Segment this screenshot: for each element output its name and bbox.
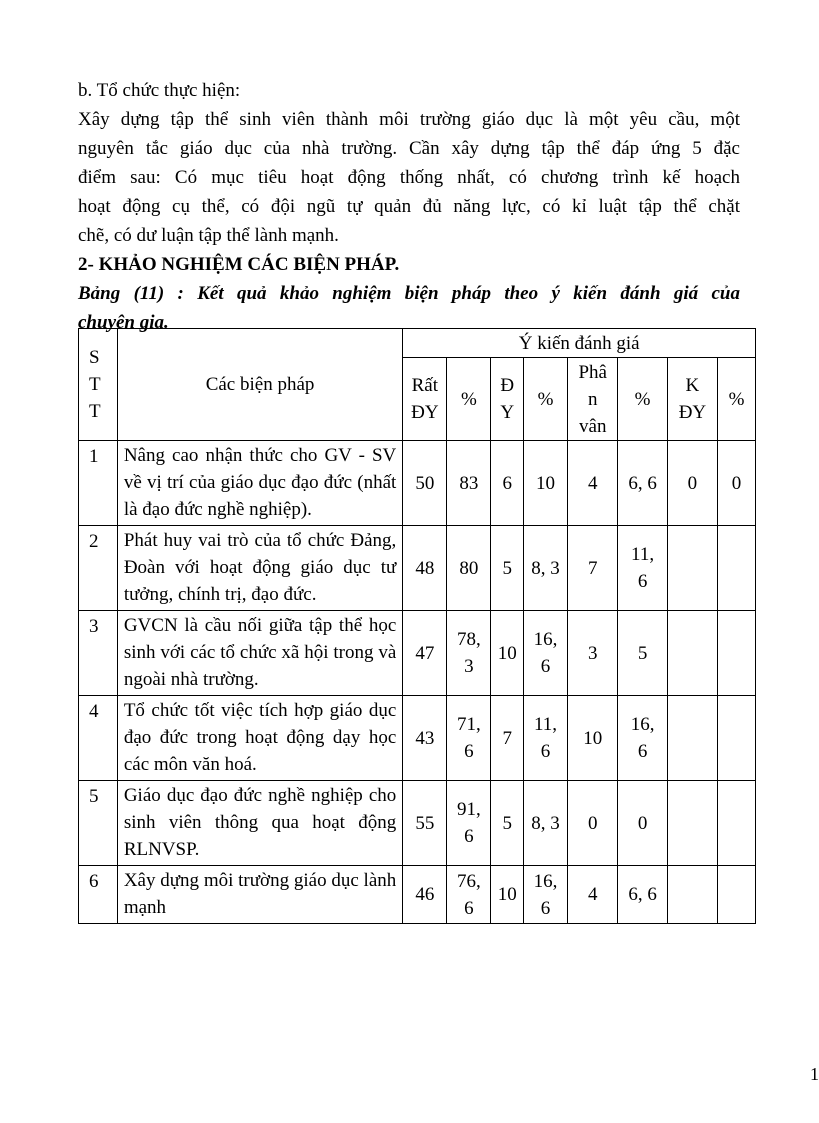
cell-text: Y — [500, 402, 515, 423]
cell-text: 91, — [457, 799, 481, 820]
document-body — [78, 76, 740, 337]
row-value — [718, 526, 756, 611]
row-value — [523, 781, 567, 866]
paragraph-line: hoạt động cụ thể, có đội ngũ tự quản đủ năng lực, có kỉ luật tập thể chặt — [78, 196, 740, 217]
cell-text: 6 — [464, 897, 474, 919]
header-col — [667, 358, 717, 441]
row-value — [718, 441, 756, 526]
row-value — [491, 781, 524, 866]
table-row — [79, 441, 756, 526]
row-value — [568, 611, 618, 696]
cell-text: Phâ — [578, 361, 607, 383]
row-measure: GVCN là cầu nối giữa tập thể học sinh với các tổ chức xã hội trong và ngoài nhà trường. — [117, 611, 402, 696]
cell-text: % — [537, 388, 554, 410]
table-caption-line: Bảng (11) : Kết quả khảo nghiệm biện pháp theo ý kiến đánh giá của — [78, 283, 740, 304]
header-group: Ý kiến đánh giá — [403, 329, 756, 358]
row-value — [403, 696, 447, 781]
row-value — [568, 441, 618, 526]
row-measure: Giáo dục đạo đức nghề nghiệp cho sinh viên thông qua hoạt động RLNVSP. — [117, 781, 402, 866]
cell-text: 11, — [631, 544, 655, 565]
section-b-heading: b. Tổ chức thực hiện: — [78, 80, 241, 101]
cell-text: S — [89, 347, 100, 368]
row-value — [667, 441, 717, 526]
cell-text: 8, 3 — [531, 812, 560, 834]
header-col — [403, 358, 447, 441]
paragraph-line: điểm sau: Có mục tiêu hoạt động thống nhất, có chương trình kế hoạch — [78, 167, 740, 188]
cell-text: 6 — [464, 741, 474, 762]
cell-text: vân — [579, 415, 607, 437]
row-stt: 5 — [79, 781, 118, 866]
cell-text: K — [685, 375, 700, 396]
row-value — [618, 866, 667, 924]
row-value — [618, 526, 667, 611]
row-stt: 4 — [79, 696, 118, 781]
cell-text: 10 — [497, 642, 517, 664]
row-value — [447, 611, 491, 696]
cell-text: 78, — [457, 629, 481, 650]
row-value — [403, 866, 447, 924]
row-value — [403, 526, 447, 611]
header-col — [447, 358, 491, 441]
cell-text: 16, — [533, 629, 558, 650]
cell-text: 6 — [540, 741, 551, 762]
cell-text: 47 — [415, 642, 435, 664]
cell-text: T — [89, 401, 101, 422]
row-value — [403, 781, 447, 866]
row-value — [667, 866, 717, 924]
row-stt: 6 — [79, 866, 118, 924]
row-value — [491, 441, 524, 526]
survey-table — [78, 328, 756, 924]
row-value — [618, 611, 667, 696]
cell-text: Đ — [500, 375, 515, 396]
row-measure: Tổ chức tốt việc tích hợp giáo dục đạo đức trong hoạt động dạy học các môn văn hoá. — [117, 696, 402, 781]
cell-text: 6, 6 — [628, 472, 657, 494]
header-measure: Các biện pháp — [117, 329, 402, 441]
cell-text: 83 — [459, 472, 479, 494]
cell-text: 6 — [637, 571, 648, 592]
row-value — [568, 696, 618, 781]
table-row — [79, 696, 756, 781]
row-measure: Phát huy vai trò của tổ chức Đảng, Đoàn với hoạt động giáo dục tư tưởng, chính trị, đạo đức. — [117, 526, 402, 611]
header-col — [523, 358, 567, 441]
row-value — [618, 696, 667, 781]
cell-text: 3 — [587, 642, 598, 664]
cell-text: 80 — [459, 557, 479, 579]
header-col — [618, 358, 667, 441]
row-value — [667, 611, 717, 696]
header-col — [491, 358, 524, 441]
cell-text: 7 — [587, 557, 598, 579]
cell-text: 4 — [587, 884, 598, 905]
cell-text: % — [460, 388, 477, 410]
row-measure: Xây dựng môi trường giáo dục lành mạnh — [117, 866, 402, 924]
row-value — [667, 696, 717, 781]
row-value — [447, 866, 491, 924]
row-value — [718, 611, 756, 696]
cell-text: Rất — [411, 375, 439, 396]
paragraph — [78, 105, 740, 250]
table-row — [79, 781, 756, 866]
row-stt: 2 — [79, 526, 118, 611]
paragraph-line: chẽ, có dư luận tập thể lành mạnh. — [78, 225, 339, 246]
cell-text: 55 — [415, 812, 435, 834]
cell-text: 0 — [687, 472, 698, 494]
cell-text: 5 — [502, 557, 512, 579]
row-value — [523, 866, 567, 924]
cell-text: % — [634, 388, 651, 410]
cell-text: 5 — [502, 812, 512, 834]
cell-text: 8, 3 — [531, 557, 560, 579]
cell-text: ĐY — [411, 402, 439, 423]
cell-text: 11, — [533, 714, 558, 735]
row-value — [523, 611, 567, 696]
header-stt — [79, 329, 118, 441]
cell-text: 4 — [587, 472, 598, 494]
row-value — [568, 526, 618, 611]
row-value — [523, 441, 567, 526]
cell-text: 6 — [540, 897, 551, 919]
header-col — [568, 358, 618, 441]
cell-text: 10 — [583, 727, 603, 749]
table-header-row — [79, 329, 756, 358]
row-value — [618, 441, 667, 526]
cell-text: T — [89, 374, 101, 395]
cell-text: 10 — [536, 472, 555, 494]
row-value — [718, 866, 756, 924]
section-2-heading: 2- KHẢO NGHIỆM CÁC BIỆN PHÁP. — [78, 254, 400, 275]
paragraph-line: nguyên tắc giáo dục của nhà trường. Cần xây dựng tập thể đáp ứng 5 đặc — [78, 138, 740, 159]
cell-text: 6 — [464, 826, 474, 847]
cell-text: n — [587, 388, 598, 410]
header-col — [718, 358, 756, 441]
cell-text: 46 — [415, 884, 435, 905]
cell-text: 10 — [497, 884, 517, 905]
row-value — [618, 781, 667, 866]
row-value — [447, 441, 491, 526]
cell-text: 16, — [630, 714, 655, 735]
page-number: 1 — [810, 1064, 819, 1084]
cell-text: 0 — [587, 812, 598, 834]
row-value — [403, 611, 447, 696]
paragraph-line: Xây dựng tập thể sinh viên thành môi trường giáo dục là một yêu cầu, một — [78, 109, 740, 130]
row-value — [523, 696, 567, 781]
cell-text: 71, — [457, 714, 481, 735]
cell-text: 43 — [415, 727, 435, 749]
row-value — [568, 781, 618, 866]
row-value — [491, 526, 524, 611]
row-measure: Nâng cao nhận thức cho GV - SV về vị trí của giáo dục đạo đức (nhất là đạo đức nghề nghiệp). — [117, 441, 402, 526]
row-value — [491, 611, 524, 696]
table-row — [79, 611, 756, 696]
row-value — [447, 526, 491, 611]
cell-text: 3 — [464, 656, 474, 677]
cell-text: 0 — [731, 472, 742, 494]
row-value — [718, 781, 756, 866]
row-value — [667, 781, 717, 866]
cell-text: 6, 6 — [628, 884, 657, 905]
row-value — [568, 866, 618, 924]
cell-text: 6 — [502, 472, 512, 494]
table-row — [79, 866, 756, 924]
row-stt: 1 — [79, 441, 118, 526]
table-caption-line: chuyên gia. — [78, 312, 169, 333]
row-value — [667, 526, 717, 611]
cell-text: 48 — [415, 557, 435, 579]
row-value — [491, 696, 524, 781]
cell-text: 0 — [637, 812, 648, 834]
row-stt: 3 — [79, 611, 118, 696]
row-value — [718, 696, 756, 781]
row-value — [403, 441, 447, 526]
cell-text: 50 — [415, 472, 435, 494]
row-value — [447, 781, 491, 866]
cell-text: ĐY — [678, 402, 707, 423]
cell-text: 5 — [637, 642, 648, 664]
cell-text: 16, — [533, 870, 558, 892]
table-row — [79, 526, 756, 611]
row-value — [491, 866, 524, 924]
cell-text: 7 — [502, 727, 512, 749]
cell-text: 6 — [637, 741, 648, 762]
cell-text: % — [728, 388, 745, 410]
row-value — [523, 526, 567, 611]
cell-text: 76, — [457, 870, 481, 892]
cell-text: 6 — [540, 656, 551, 677]
row-value — [447, 696, 491, 781]
